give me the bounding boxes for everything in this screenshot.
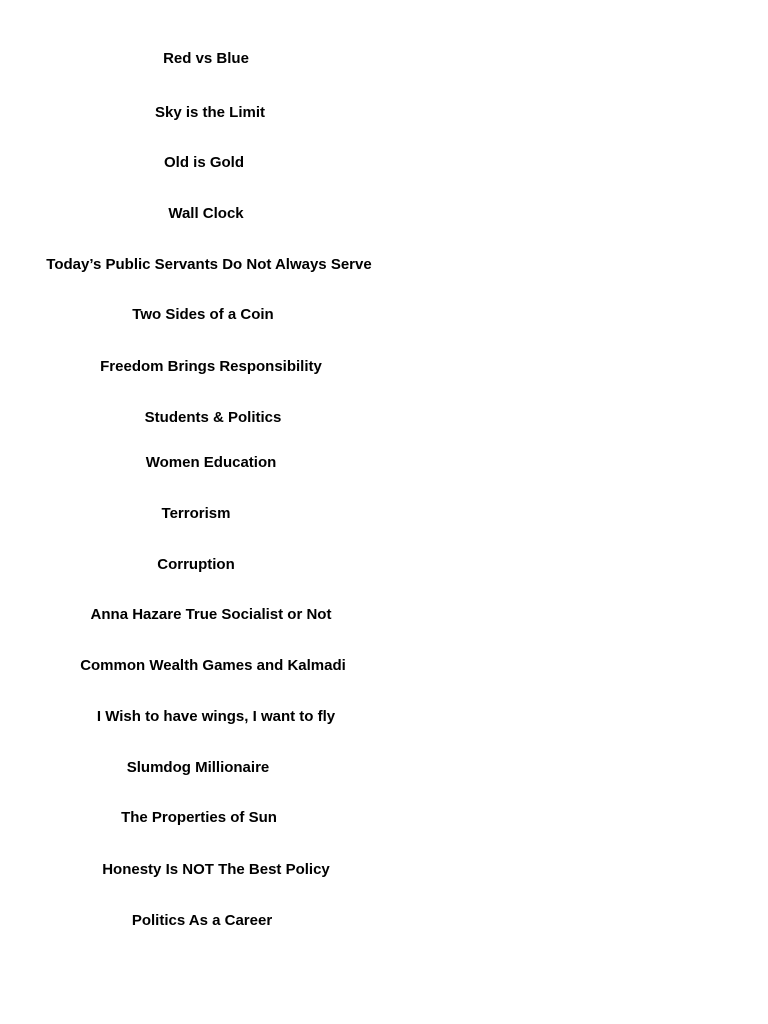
topic-line: Slumdog Millionaire xyxy=(126,759,270,776)
topic-line: Politics As a Career xyxy=(131,912,273,929)
topic-line: Freedom Brings Responsibility xyxy=(100,358,322,375)
topic-line: Sky is the Limit xyxy=(154,104,266,121)
topic-line: Old is Gold xyxy=(163,154,245,171)
topic-line: Women Education xyxy=(145,454,277,471)
topic-line: Corruption xyxy=(157,556,235,573)
topic-line: I Wish to have wings, I want to fly xyxy=(96,708,336,725)
topic-line: Wall Clock xyxy=(168,205,244,222)
topic-line: Anna Hazare True Socialist or Not xyxy=(90,606,332,623)
topic-line: Terrorism xyxy=(161,505,231,522)
topic-line: Red vs Blue xyxy=(163,50,249,67)
topic-line: Honesty Is NOT The Best Policy xyxy=(102,861,330,878)
topic-line: Two Sides of a Coin xyxy=(132,306,274,323)
topic-line: The Properties of Sun xyxy=(121,809,277,826)
topic-line: Common Wealth Games and Kalmadi xyxy=(80,657,346,674)
topic-line: Today’s Public Servants Do Not Always Serve xyxy=(46,256,372,273)
topic-line: Students & Politics xyxy=(144,409,282,426)
